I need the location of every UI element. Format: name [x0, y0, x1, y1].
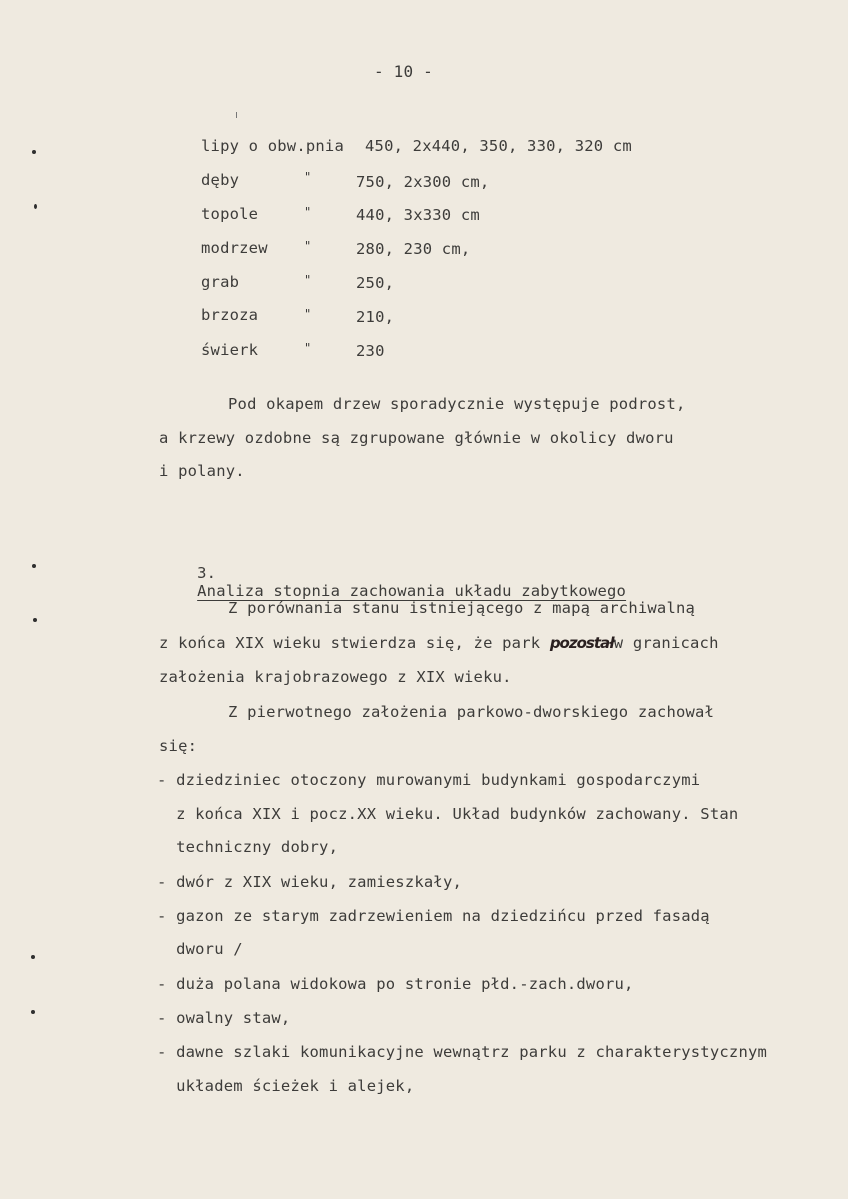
scan-speck — [236, 112, 237, 118]
list-item-line: - owalny staw, — [157, 1009, 291, 1027]
list-item-line: - dziedziniec otoczony murowanymi budynkami gospodarczymi — [157, 771, 701, 789]
list-item-line: - duża polana widokowa po stronie płd.-zach.dworu, — [157, 975, 634, 993]
paragraph-line: Z pierwotnego założenia parkowo-dworskiego zachował — [228, 703, 715, 721]
tree-name: topole — [201, 205, 259, 223]
tree-name: świerk — [201, 341, 259, 359]
tree-name: grab — [201, 273, 240, 291]
ditto-mark: " — [304, 307, 312, 321]
tree-values: 440, 3x330 cm — [356, 206, 480, 224]
ditto-mark: " — [304, 341, 312, 355]
section-number: 3. — [197, 564, 217, 582]
ditto-mark: " — [304, 170, 312, 184]
list-item-line: - dwór z XIX wieku, zamieszkały, — [157, 873, 463, 891]
scan-speck — [34, 204, 37, 209]
section-title: Analiza stopnia zachowania układu zabytkowego — [197, 582, 627, 600]
paragraph-line: a krzewy ozdobne są zgrupowane głównie w okolicy dworu — [159, 429, 674, 447]
paragraph-line: Z porównania stanu istniejącego z mapą archiwalną — [228, 599, 696, 617]
ditto-mark: " — [304, 239, 312, 253]
page-number: - 10 - — [374, 62, 433, 81]
scan-speck — [31, 1010, 35, 1014]
scan-speck — [32, 150, 36, 154]
scan-speck — [33, 618, 37, 622]
tree-name: lipy o obw.pnia — [201, 137, 344, 155]
tree-values: 450, 2x440, 350, 330, 320 cm — [365, 137, 632, 155]
scan-speck — [31, 955, 35, 959]
paragraph-line: i polany. — [159, 462, 245, 480]
list-item-line: z końca XIX i pocz.XX wieku. Układ budynków zachowany. Stan — [157, 805, 739, 823]
paragraph-line — [159, 634, 719, 652]
scan-speck — [32, 564, 36, 568]
tree-values: 210, — [356, 308, 395, 326]
list-item-line: dworu / — [157, 940, 243, 958]
line-text: w granicach — [613, 634, 719, 652]
paragraph-line: założenia krajobrazowego z XIX wieku. — [159, 668, 512, 686]
tree-values: 750, 2x300 cm, — [356, 173, 490, 191]
tree-values: 280, 230 cm, — [356, 240, 471, 258]
tree-name: dęby — [201, 171, 240, 189]
list-item-line: techniczny dobry, — [157, 838, 339, 856]
tree-values: 230 — [356, 342, 385, 360]
handwritten-correction: pozostał — [549, 634, 614, 652]
paragraph-line: się: — [159, 737, 198, 755]
paragraph-line: Pod okapem drzew sporadycznie występuje podrost, — [228, 395, 686, 413]
tree-name: brzoza — [201, 306, 259, 324]
ditto-mark: " — [304, 205, 312, 219]
list-item-line: - gazon ze starym zadrzewieniem na dziedzińcu przed fasadą — [157, 907, 710, 925]
list-item-line: układem ścieżek i alejek, — [157, 1077, 415, 1095]
tree-name: modrzew — [201, 239, 268, 257]
list-item-line: - dawne szlaki komunikacyjne wewnątrz parku z charakterystycznym — [157, 1043, 768, 1061]
ditto-mark: " — [304, 273, 312, 287]
tree-values: 250, — [356, 274, 395, 292]
line-text: z końca XIX wieku stwierdza się, że park — [159, 634, 550, 652]
